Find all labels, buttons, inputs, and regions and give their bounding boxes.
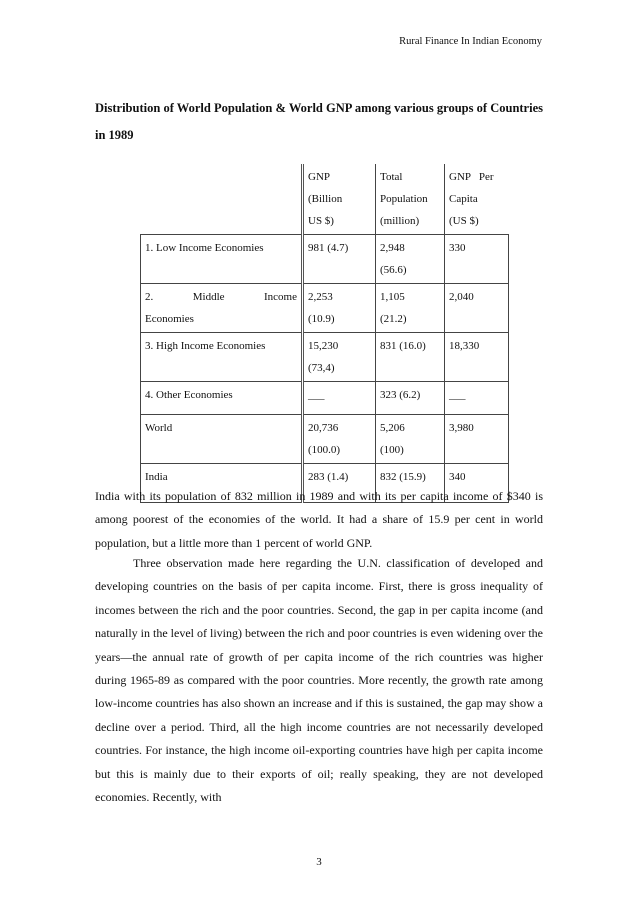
col-header-population: Total Population (million) [376, 164, 445, 235]
paragraph-observations: Three observation made here regarding the U.N. classification of developed and developing countries on the basis of per capita income. First, there is gross inequality of incomes between the rich and the poor countries. Second, the gap in per capita income (and naturally in the level of living) between the rich and poor countries is even widening over the years—the annual rate of growth of per capita income of the rich countries was higher during 1965-89 as compared with the poor countries. More recently, the growth rate among low-income countries has also shown an increase and if this is sustained, the gap may show a decline over a period. Third, all the high income countries are not necessarily developed countries. For instance, the high income oil-exporting countries have high per capita income but this is mainly due to their exports of oil; really speaking, they are not developed economies. Recently, with [95, 556, 543, 805]
table-row: India 283 (1.4) 832 (15.9) 340 [141, 464, 509, 503]
table-row: 4. Other Economies ___ 323 (6.2) ___ [141, 382, 509, 415]
table-title: Distribution of World Population & World GNP among various groups of Countries in 1989 [95, 101, 543, 142]
table-row: 1. Low Income Economies 981 (4.7) 2,948 (56.6) 330 [141, 235, 509, 284]
table-header-row [141, 164, 509, 235]
page-number: 3 [316, 856, 322, 868]
table-row: 3. High Income Economies 15,230 (73,4) 831 (16.0) 18,330 [141, 333, 509, 382]
col-header-per-capita: GNP Per Capita (US $) [445, 164, 509, 235]
population-gnp-table [140, 164, 509, 503]
paragraph-india: India with its population of 832 million in 1989 and with its per capita income of $340 is among poorest of the economies of the world. It had a share of 15.9 per cent in world population, but a little more than 1 percent of world GNP. [95, 489, 543, 550]
table-row: World 20,736 (100.0) 5,206 (100) 3,980 [141, 415, 509, 464]
col-header-gnp: GNP (Billion US $) [303, 164, 376, 235]
table-row: 2. Middle Income Economies 2,253 (10.9) 1,105 (21.2) 2,040 [141, 284, 509, 333]
running-header: Rural Finance In Indian Economy [399, 36, 542, 47]
